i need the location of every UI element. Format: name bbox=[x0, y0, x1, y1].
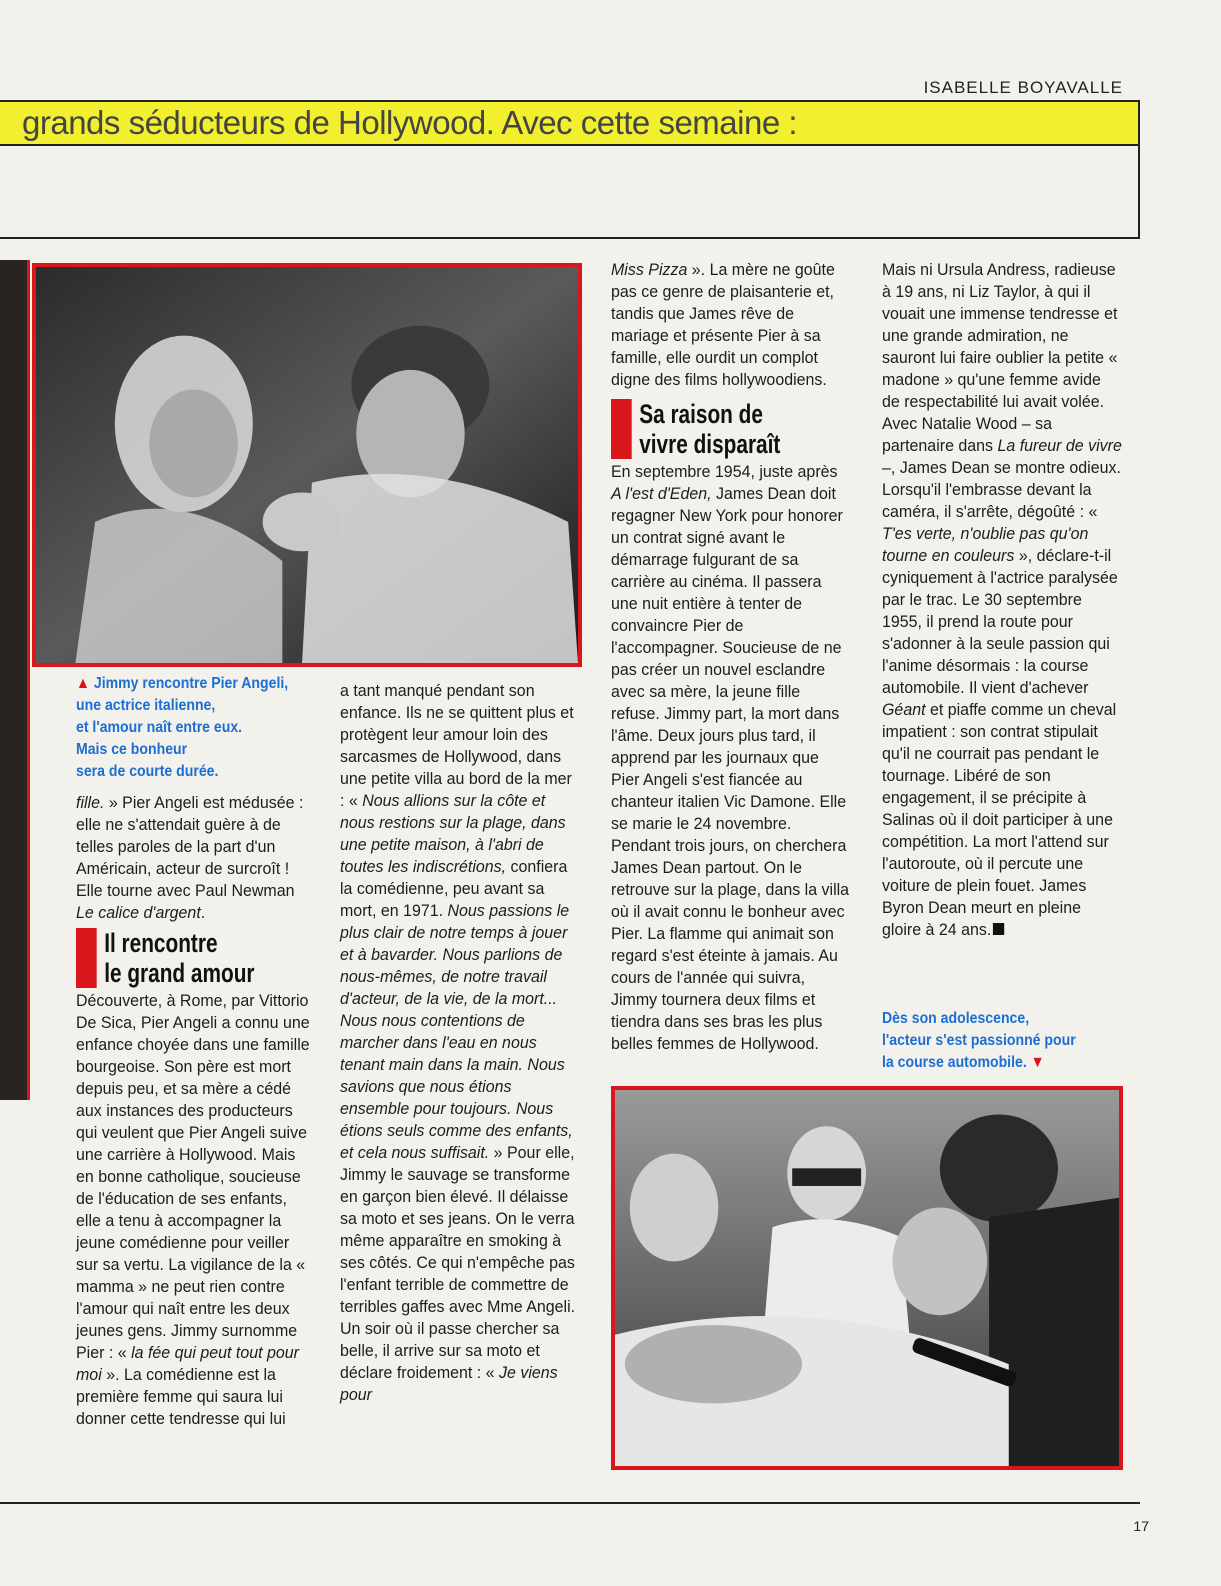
body-text: » Pour elle, Jimmy le sauvage se transforme en garçon bien élevé. Il délaisse sa moto et ses jeans. On le verra même apparaître en smoking à ses côtés. Ce qui n'empêche pas l'enfant terrible de commettre de terribles gaffes avec Mme Angeli. Un soir où il passe chercher sa belle, il arrive sur sa moto et déclare froidement : « bbox=[340, 1143, 576, 1382]
article-column-2 bbox=[340, 680, 577, 1406]
subhead-line: Sa raison de bbox=[639, 399, 763, 429]
subhead-line: vivre disparaît bbox=[639, 429, 781, 459]
paragraph bbox=[76, 792, 315, 924]
subhead-bar bbox=[76, 928, 97, 988]
subhead-line: Il rencontre bbox=[104, 928, 218, 958]
italic-quote: la fée qui peut tout pour moi bbox=[76, 1343, 300, 1384]
body-text: ». La comédienne est la première femme qui saura lui donner cette tendresse qui lui bbox=[76, 1365, 286, 1428]
paragraph bbox=[611, 461, 852, 1055]
header-banner: grands séducteurs de Hollywood. Avec cette semaine : bbox=[0, 102, 1140, 146]
body-text: Découverte, à Rome, par Vittorio De Sica, Pier Angeli a connu une enfance choyée dans une famille bourgeoise. Son père est mort depuis peu, et sa mère a cédé aux instances des producteurs qui veulent que Pier Angeli suive une carrière à Hollywood. Mais en bonne catholique, soucieuse de l'éducation de ses enfants, elle a tenu à accompagner la jeune comédienne pour veiller sur sa vertu. La vigilance de la « mamma » ne peut rien contre l'amour qui naît entre les deux jeunes gens. Jimmy surnomme Pier : « bbox=[76, 991, 310, 1362]
body-text: –, James Dean se montre odieux. Lorsqu'il l'embrasse devant la caméra, il s'arrête, dégoûté : « bbox=[882, 458, 1121, 521]
subhead-line: le grand amour bbox=[104, 958, 255, 988]
photo2-caption bbox=[882, 1008, 1076, 1074]
caption-line: l'acteur s'est passionné pour bbox=[882, 1032, 1076, 1049]
body-text: » Pier Angeli est médusée : elle ne s'attendait guère à de telles paroles de la part d'un Américain, acteur de surcroît ! Elle tourne avec Paul Newman bbox=[76, 793, 304, 900]
body-text: James Dean doit regagner New York pour honorer un contrat signé avant le démarrage fulgurant de sa carrière au cinéma. Il passera une nuit entière à tenter de convaincre Pier de l'accompagner. Soucieuse de ne pas créer un nouvel esclandre avec sa mère, la jeune fille refuse. Jimmy part, la mort dans l'âme. Deux jours plus tard, il apprend par les journaux que Pier Angeli s'est fiancée au chanteur italien Vic Damone. Elle se marie le 24 novembre. Pendant trois jours, on cherchera James Dean partout. On le retrouve sur la plage, dans la villa où il avait connu le bonheur avec Pier. La flamme qui animait son regard s'est éteinte à jamais. Au cours de l'année qui suivra, Jimmy tournera deux films et tiendra dans ses bras les plus belles femmes de Hollywood. bbox=[611, 484, 850, 1053]
end-square-icon bbox=[993, 923, 1004, 935]
body-text: et piaffe comme un cheval impatient : son contrat stipulait qu'il ne courrait pas pendant le tournage. Libéré de son engagement, il se précipite à Salinas où il doit participer à une compétition. La mort l'attend sur l'autoroute, où il percute une voiture de plein fouet. James Byron Dean meurt en pleine gloire à 24 ans. bbox=[882, 700, 1117, 939]
subheading-rencontre bbox=[76, 928, 315, 988]
film-title: La fureur de vivre bbox=[997, 436, 1122, 455]
triangle-down-icon: ▼ bbox=[1030, 1054, 1045, 1071]
caption-line: sera de courte durée. bbox=[76, 763, 219, 780]
caption-line: la course automobile. bbox=[882, 1054, 1027, 1071]
italic-quote: Nous allions sur la côte et nous restions sur la plage, dans une petite maison, à l'abri de toutes les indiscrétions, bbox=[340, 791, 566, 876]
left-photo-edge bbox=[0, 260, 30, 1100]
author-name: ISABELLE BOYAVALLE bbox=[923, 78, 1123, 97]
paragraph bbox=[340, 680, 577, 1406]
caption-line: Jimmy rencontre Pier Angeli, bbox=[93, 675, 289, 692]
body-text: a tant manqué pendant son enfance. Ils ne se quittent plus et protègent leur amour loin des sarcasmes de Hollywood, dans une petite villa au bord de la mer : « bbox=[340, 681, 574, 810]
header-frame bbox=[1138, 100, 1140, 238]
subhead-bar bbox=[611, 399, 632, 459]
triangle-up-icon: ▲ bbox=[76, 675, 90, 692]
article-column-3 bbox=[611, 259, 852, 1055]
body-text: ». La mère ne goûte pas ce genre de plaisanterie et, tandis que James rêve de mariage et présente Pier à sa famille, elle ourdit un complot digne des films hollywoodiens. bbox=[611, 260, 835, 389]
paragraph bbox=[76, 990, 315, 1430]
photo-jimmy-pier bbox=[32, 263, 582, 667]
body-text: », déclare-t-il cyniquement à l'actrice paralysée par le trac. Le 30 septembre 1955, il prend la route pour s'adonner à la seule passion qui l'anime désormais : la course automobile. Il vient d'achever bbox=[882, 546, 1118, 697]
body-text: confiera la comédienne, peu avant sa mort, en 1971. bbox=[340, 857, 568, 920]
caption-line: Dès son adolescence, bbox=[882, 1010, 1030, 1027]
article-column-4 bbox=[882, 259, 1123, 941]
section-rule bbox=[0, 237, 1140, 239]
caption-line: et l'amour naît entre eux. bbox=[76, 719, 243, 736]
photo1-caption bbox=[76, 673, 288, 783]
caption-line: Mais ce bonheur bbox=[76, 741, 188, 758]
paragraph bbox=[882, 259, 1123, 941]
body-text: . bbox=[200, 903, 206, 922]
body-text: Mais ni Ursula Andress, radieuse à 19 ans, ni Liz Taylor, à qui il vouait une immense tendresse et une grande admiration, ne sauront lui faire oublier la petite « madone » qu'une femme avide de respectabilité lui avait volée. Avec Natalie Wood – sa partenaire dans bbox=[882, 260, 1118, 455]
italic-quote: Miss Pizza bbox=[611, 260, 688, 279]
italic-quote: Je viens pour bbox=[340, 1363, 558, 1404]
film-title: Le calice d'argent bbox=[76, 903, 201, 922]
film-title: A l'est d'Eden, bbox=[611, 484, 712, 503]
bottom-rule bbox=[0, 1502, 1140, 1504]
italic-quote: T'es verte, n'oublie pas qu'on tourne en couleurs bbox=[882, 524, 1089, 565]
photo-race-car bbox=[611, 1086, 1123, 1470]
subheading-raison bbox=[611, 399, 852, 459]
italic-text: fille. bbox=[76, 793, 105, 812]
paragraph bbox=[611, 259, 852, 391]
body-text: En septembre 1954, juste après bbox=[611, 462, 838, 481]
film-title: Géant bbox=[882, 700, 926, 719]
page-number: 17 bbox=[1133, 1518, 1149, 1534]
article-column-1 bbox=[76, 792, 315, 1430]
italic-quote: Nous passions le plus clair de notre temps à jouer et à bavarder. Nous parlions de nous-mêmes, de notre travail d'acteur, de la vie, de la mort... Nous nous contentions de marcher dans l'eau en nous tenant main dans la main. Nous savions que nous étions ensemble pour toujours. Nous étions seuls comme des enfants, et cela nous suffisait. bbox=[340, 901, 573, 1162]
caption-line: une actrice italienne, bbox=[76, 697, 216, 714]
